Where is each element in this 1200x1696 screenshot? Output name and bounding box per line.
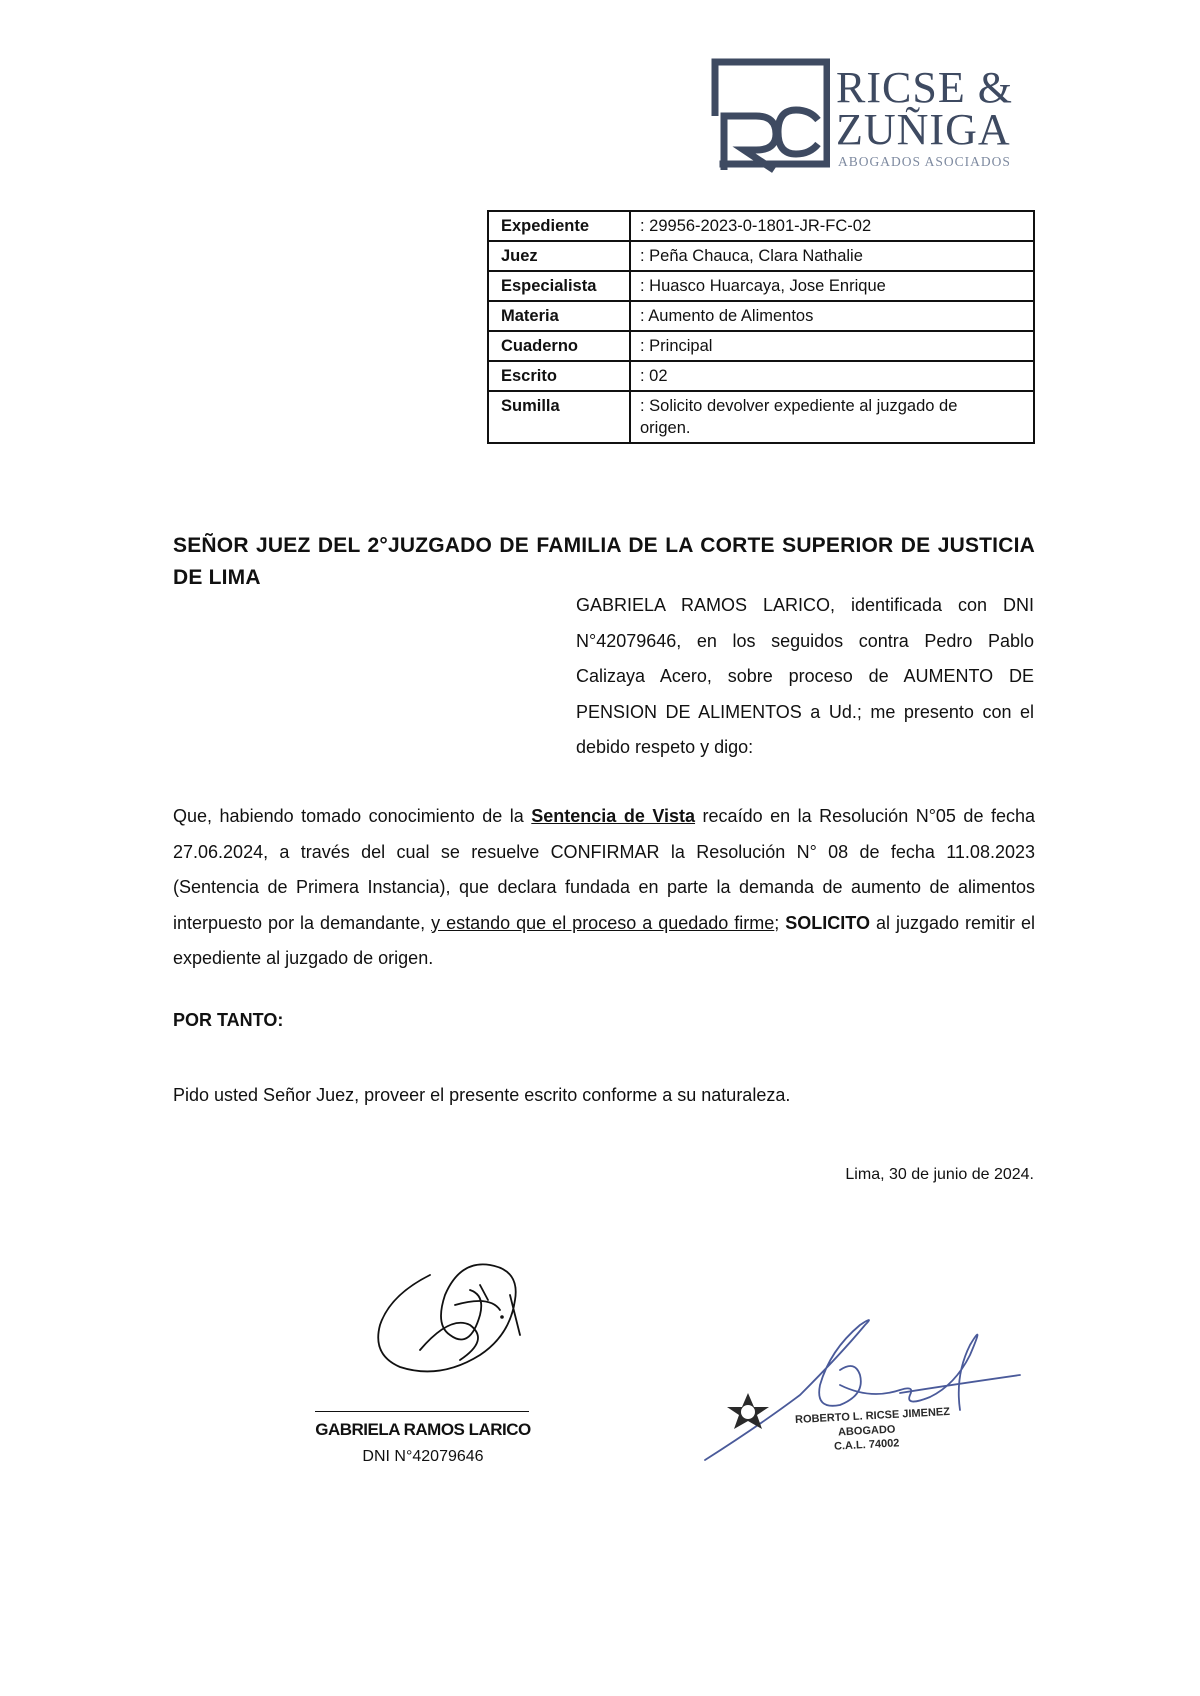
- body-text-1: Que, habiendo tomado conocimiento de la: [173, 806, 532, 826]
- row-label: Juez: [488, 241, 630, 271]
- row-value: : Peña Chauca, Clara Nathalie: [630, 241, 1034, 271]
- body-text-2: recaído en la Resolución N°05 de fecha 27.06.2024, a través del cual se resuelve CONFIRMAR la Resolución N° 08 de fecha 11.08.2023 (Sentencia de Primera Instancia), que declara fundada en parte la demanda de aumento de alimentos interpuesto por la demandante,: [173, 806, 1035, 933]
- stamp-name: ROBERTO L. RICSE JIMENEZ: [794, 1405, 951, 1427]
- body-paragraph: [173, 799, 1035, 977]
- row-label: Expediente: [488, 211, 630, 241]
- logo-line1: RICSE &: [836, 63, 1013, 112]
- date-line: Lima, 30 de junio de 2024.: [845, 1166, 1034, 1183]
- body-text-3: ;: [774, 912, 786, 933]
- stamp-title: ABOGADO: [837, 1423, 896, 1439]
- signature-icon: [360, 1255, 540, 1385]
- row-label: Especialista: [488, 271, 630, 301]
- row-label: Materia: [488, 301, 630, 331]
- rc-monogram-icon: [710, 58, 830, 173]
- pido-paragraph: Pido usted Señor Juez, proveer el presente escrito conforme a su naturaleza.: [173, 1085, 791, 1105]
- solicito-text: SOLICITO: [785, 912, 870, 933]
- page-heading: SEÑOR JUEZ DEL 2°JUZGADO DE FAMILIA DE LA CORTE SUPERIOR DE JUSTICIA DE LIMA: [173, 534, 1035, 589]
- row-value: : Huasco Huarcaya, Jose Enrique: [630, 271, 1034, 301]
- table-row: [488, 391, 1034, 443]
- row-value: : Aumento de Alimentos: [630, 301, 1034, 331]
- case-info-table: [487, 210, 1035, 444]
- sumilla-value: : Solicito devolver expediente al juzgado de origen.: [640, 397, 958, 437]
- row-value: : 02: [630, 361, 1034, 391]
- row-label: Sumilla: [488, 391, 630, 443]
- signer-name: GABRIELA RAMOS LARICO: [315, 1420, 531, 1439]
- row-value: : 29956-2023-0-1801-JR-FC-02: [630, 211, 1034, 241]
- table-row: [488, 211, 1034, 241]
- logo-subtitle: ABOGADOS ASOCIADOS: [838, 154, 1011, 169]
- table-row: [488, 361, 1034, 391]
- table-row: [488, 271, 1034, 301]
- table-row: [488, 301, 1034, 331]
- firme-text: y estando que el proceso a quedado firme: [431, 912, 775, 933]
- table-row: [488, 241, 1034, 271]
- logo-line2: ZUÑIGA: [836, 105, 1011, 154]
- row-label: Cuaderno: [488, 331, 630, 361]
- intro-paragraph: GABRIELA RAMOS LARICO, identificada con DNI N°42079646, en los seguidos contra Pedro Pablo Calizaya Acero, sobre proceso de AUMENTO DE PENSION DE ALIMENTOS a Ud.; me presento con el debido respeto y digo:: [576, 595, 1034, 757]
- stamp-cal: C.A.L. 74002: [833, 1437, 900, 1453]
- signature-line: [315, 1411, 529, 1412]
- signer-dni: DNI N°42079646: [362, 1448, 484, 1465]
- row-value: : Principal: [630, 331, 1034, 361]
- body-text-4: al juzgado remitir el expediente al juzgado de origen.: [173, 912, 1035, 968]
- sentencia-de-vista: Sentencia de Vista: [531, 806, 696, 826]
- row-label: Escrito: [488, 361, 630, 391]
- firm-logo: [710, 58, 1030, 173]
- row-value: [630, 391, 1034, 443]
- table-row: [488, 331, 1034, 361]
- por-tanto: POR TANTO:: [173, 1010, 284, 1030]
